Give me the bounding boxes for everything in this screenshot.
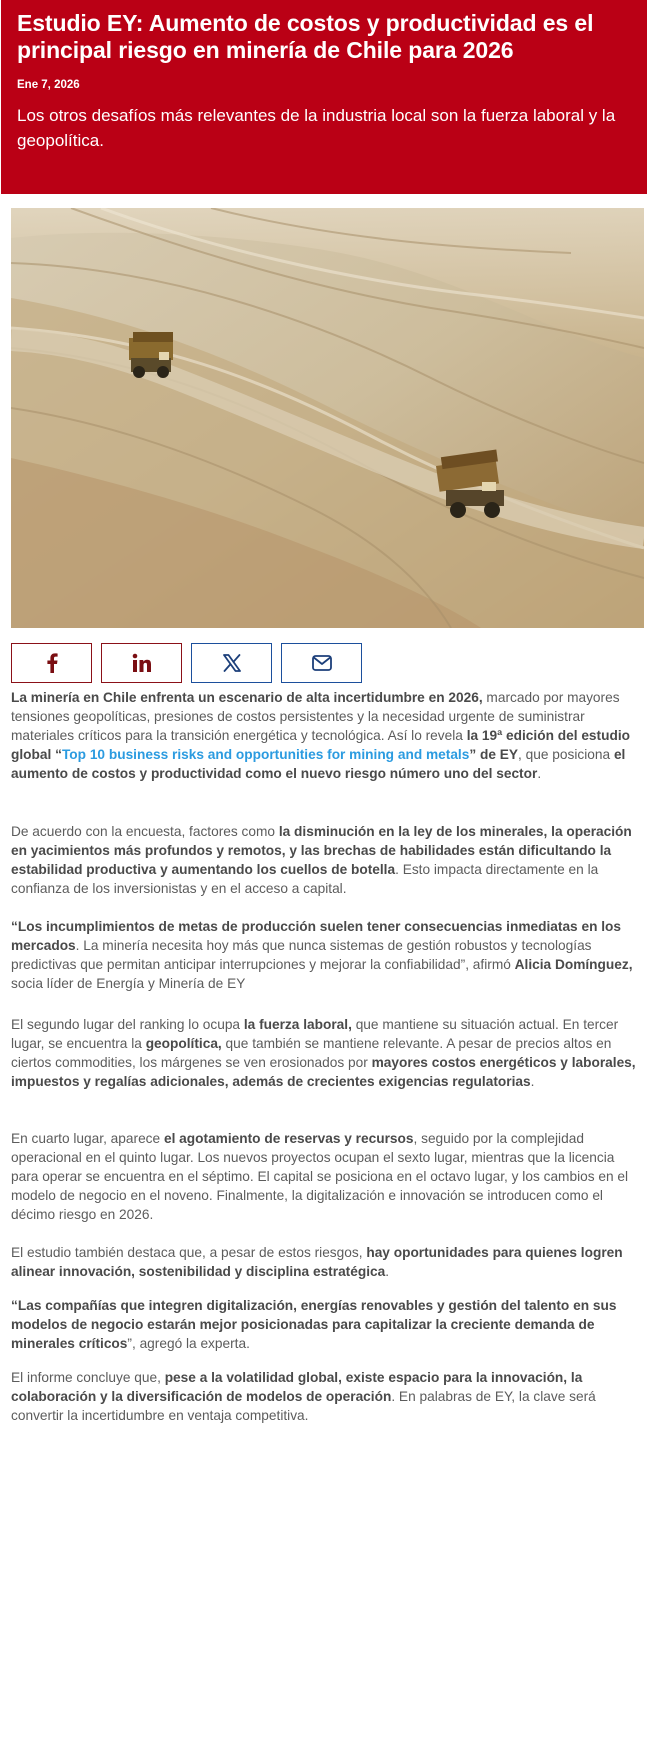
share-linkedin-button[interactable]	[101, 643, 182, 683]
text: , seguido por la complejidad operacional en el quinto lugar. Los nuevos proyectos ocupan el sexto lugar, mientras que la licencia para operar se encuentra en el séptimo. El capital se posiciona en el octavo lugar, y los cambios en el modelo de negocio en el noveno. Finalmente, la digitalización e innovación se introducen como el décimo riesgo en 2026.	[11, 1131, 629, 1222]
text: .	[537, 766, 542, 781]
bold-text: el aumento de costos y productividad como el nuevo riesgo número uno del sector	[11, 747, 626, 781]
text: marcado por mayores tensiones geopolíticas, presiones de costos persistentes y la necesidad urgente de suministrar materiales críticos para la transición energética y tecnológica. Así lo revela	[11, 690, 620, 743]
article-lead: Los otros desafíos más relevantes de la industria local son la fuerza laboral y la geopolítica.	[17, 106, 616, 150]
share-x-button[interactable]	[191, 643, 272, 683]
bold-text: “Las compañías que integren digitalización, energías renovables y gestión del talento en sus modelos de negocio estarán mejor posicionadas para capitalizar la creciente demanda de minerales críticos	[11, 1298, 617, 1351]
text: que también se mantiene relevante. A pesar de precios altos en ciertos commodities, los márgenes se ven erosionados por	[11, 1036, 612, 1070]
article-date: Ene 7, 2026	[17, 79, 80, 91]
bold-text: el agotamiento de reservas y recursos	[163, 1131, 414, 1146]
text: .	[530, 1074, 535, 1089]
x-icon	[223, 654, 241, 672]
bold-text: la disminución en la ley de los minerales, la operación en yacimientos más profundos y remotos, y las brechas de habilidades están dificultando la estabilidad productiva y aumentando los cuellos de botella	[11, 824, 632, 877]
bold-text: la fuerza laboral,	[243, 1017, 352, 1032]
text: ”, agregó la experta.	[127, 1336, 250, 1351]
facebook-icon	[45, 653, 59, 673]
report-link[interactable]: Top 10 business risks and opportunities for mining and metals	[61, 747, 470, 762]
text: . La minería necesita hoy más que nunca sistemas de gestión robustos y tecnologías predictivas que permitan anticipar interrupciones y mejorar la confiabilidad”, afirmó	[11, 938, 592, 972]
linkedin-icon	[132, 653, 152, 673]
text: . Esto impacta directamente en la confianza de los inversionistas y en el acceso a capital.	[11, 862, 599, 896]
text: El estudio también destaca que, a pesar de estos riesgos,	[11, 1245, 367, 1260]
text: El segundo lugar del ranking lo ocupa	[11, 1017, 244, 1032]
bold-text: Alicia Domínguez,	[514, 957, 633, 972]
text: socia líder de Energía y Minería de EY	[11, 976, 246, 991]
text: En cuarto lugar, aparece	[11, 1131, 164, 1146]
bold-text: pese a la volatilidad global, existe espacio para la innovación, la colaboración y la diversificación de modelos de operación	[11, 1370, 583, 1404]
paragraph-7	[11, 1296, 644, 1353]
bold-text: la 19ª edición del estudio global “	[11, 728, 630, 762]
paragraph-8	[11, 1368, 644, 1425]
bold-text: mayores costos energéticos y laborales, impuestos y regalías adicionales, además de crecientes exigencias regulatorias	[11, 1055, 636, 1089]
paragraph-1	[11, 688, 644, 783]
bold-text: hay oportunidades para quienes logren alinear innovación, sostenibilidad y disciplina estratégica	[11, 1245, 623, 1279]
text: .	[385, 1264, 390, 1279]
paragraph-2	[11, 822, 644, 898]
paragraph-3	[11, 917, 644, 993]
text: que mantiene su situación actual. En tercer lugar, se encuentra la	[11, 1017, 619, 1051]
bold-text: La minería en Chile enfrenta un escenario de alta incertidumbre en 2026,	[11, 690, 483, 705]
share-email-button[interactable]	[281, 643, 362, 683]
text: De acuerdo con la encuesta, factores como	[11, 824, 279, 839]
text: . En palabras de EY, la clave será convertir la incertidumbre en ventaja competitiva.	[11, 1389, 596, 1423]
text: , que posiciona	[518, 747, 614, 762]
article-header	[1, 0, 647, 194]
mine-trucks-illustration	[11, 208, 644, 628]
paragraph-4	[11, 1015, 644, 1091]
page-title: Estudio EY: Aumento de costos y productividad es el principal riesgo en minería de Chile para 2026	[17, 10, 594, 63]
text: El informe concluye que,	[11, 1370, 165, 1385]
paragraph-5	[11, 1129, 644, 1224]
bold-text: geopolítica,	[145, 1036, 222, 1051]
mail-icon	[312, 655, 332, 671]
bold-text: ” de EY	[469, 747, 519, 762]
hero-image	[11, 208, 644, 628]
bold-text: “Los incumplimientos de metas de producción suelen tener consecuencias inmediatas en los mercados	[11, 919, 622, 953]
share-facebook-button[interactable]	[11, 643, 92, 683]
paragraph-6	[11, 1243, 644, 1281]
